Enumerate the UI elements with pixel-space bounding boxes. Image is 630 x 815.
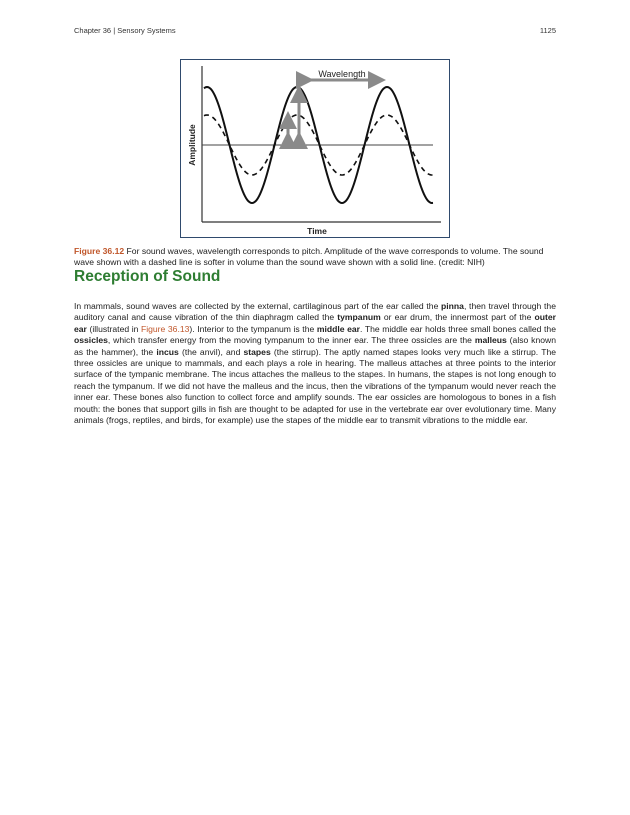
chapter-title: Chapter 36 | Sensory Systems [74, 26, 176, 35]
term-incus: incus [156, 346, 179, 357]
term-pinna: pinna [441, 301, 464, 311]
body-paragraph [74, 301, 556, 426]
wavelength-label: Wavelength [318, 69, 366, 79]
text-run: (the stirrup). The aptly named stapes looks very much like a stirrup. The three ossicles are unique to mammals, and each plays a role in hearing. The malleus attaches at three points to the interior surface of the tympanic membrane. The incus attaches the malleus to the stapes. In humans, the stapes is not long enough to reach the tympanum. If we did not have the malleus and the incus, then the vibrations of the tympanum would never reach the inner ear. These bones also function to collect force and amplify sounds. The ear ossicles are homologous to bones in a fish mouth: the bones that support gills in fish are thought to be adapted for use in the vertebrate ear over evolutionary time. Many animals (frogs, reptiles, and birds, for example) use the stapes of the middle ear to transmit vibrations to the middle ear. [74, 346, 556, 426]
sound-wave-figure [180, 59, 450, 238]
text-run: , then travel through the auditory canal and cause vibration of the thin diaphragm called the [74, 301, 556, 323]
term-outer-ear: outer ear [74, 312, 556, 334]
amplitude-axis-label: Amplitude [187, 124, 197, 166]
term-tympanum: tympanum [337, 312, 381, 323]
section-heading: Reception of Sound [74, 268, 221, 285]
text-run: (also known as the hammer), the [74, 335, 556, 357]
text-run: , which transfer energy from the moving tympanum to the inner ear. The three ossicles are the [107, 335, 475, 346]
term-stapes: stapes [243, 346, 271, 357]
caption-text: For sound waves, wavelength corresponds to pitch. Amplitude of the wave corresponds to volume. The sound wave shown with a dashed line is softer in volume than the sound wave shown with a solid line. (credit: NIH) [74, 246, 544, 267]
term-middle-ear: middle ear [316, 323, 361, 334]
figure-label: Figure 36.12 [74, 246, 125, 256]
text-run: . The middle ear holds three small bones called the [360, 323, 556, 334]
wave-diagram [181, 60, 451, 239]
time-axis-label: Time [307, 226, 327, 236]
running-header [74, 26, 556, 35]
figure-caption [74, 246, 556, 268]
term-ossicles: ossicles [74, 335, 108, 346]
text-run: or ear drum, the innermost part of the [380, 312, 535, 323]
text-run: In mammals, sound waves are collected by the external, cartilaginous part of the ear called the [74, 301, 442, 311]
term-malleus: malleus [474, 335, 507, 346]
page-number: 1125 [539, 26, 556, 35]
text-run: ). Interior to the tympanum is the [189, 323, 317, 334]
figure-link[interactable]: Figure 36.13 [140, 323, 190, 334]
text-run: (illustrated in [86, 323, 141, 334]
text-run: (the anvil), and [178, 346, 244, 357]
